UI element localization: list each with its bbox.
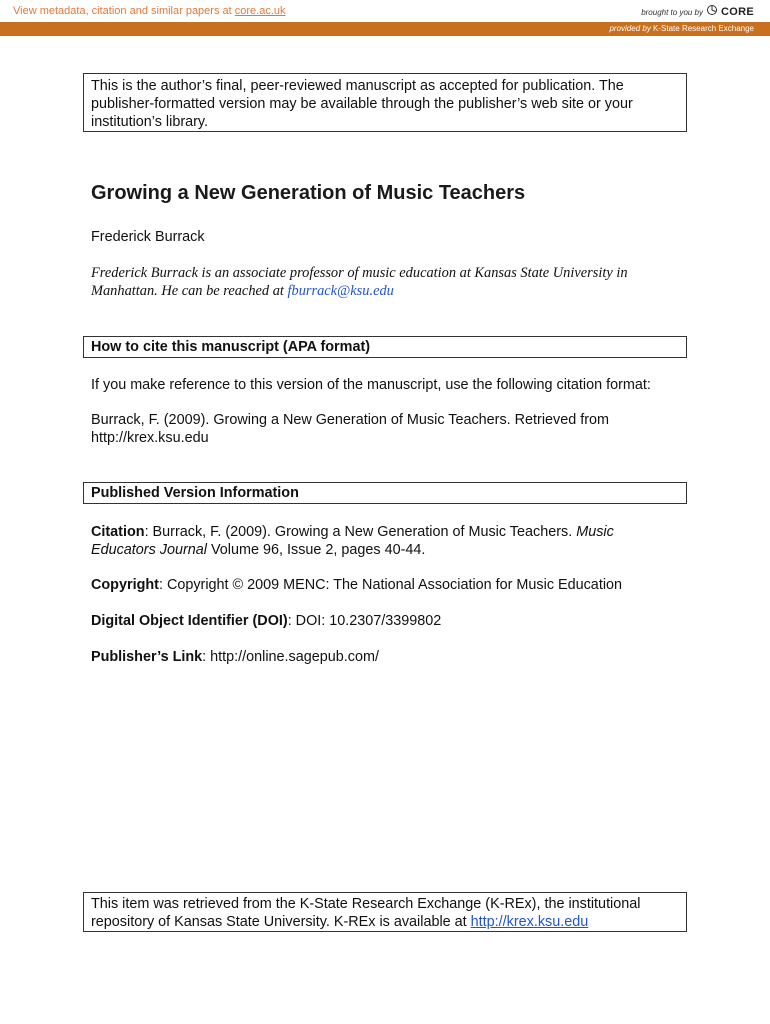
publisher-label: Publisher’s Link	[91, 649, 203, 665]
doi-line	[91, 612, 681, 630]
brought-by-label: brought to you by	[641, 7, 704, 17]
footer-text: This item was retrieved from the K-State Research Exchange (K-REx), the institutional repository of Kansas State University. K-REx is available at	[91, 896, 641, 930]
author-bio	[91, 264, 651, 300]
view-metadata-link[interactable]	[13, 5, 286, 17]
article-title: Growing a New Generation of Music Teachers	[91, 182, 526, 204]
notice-text: This is the author’s final, peer-reviewed manuscript as accepted for publication. The publisher-formatted version may be available through the publisher’s web site or your institution’s library.	[91, 78, 633, 130]
citation-journal: Music Educators Journal	[91, 524, 614, 558]
copyright-text: : Copyright © 2009 MENC: The National Association for Music Education	[158, 577, 623, 593]
krex-link[interactable]: http://krex.ksu.edu	[470, 914, 589, 930]
core-ac-uk-link[interactable]: core.ac.uk	[234, 5, 286, 17]
provided-by[interactable]	[609, 24, 754, 33]
core-provider-bar	[0, 22, 770, 36]
copyright-line	[91, 576, 681, 594]
author-bio-text: Frederick Burrack is an associate professor of music education at Kansas State University in Manhattan. He can be reached at	[91, 265, 628, 299]
publisher-link-line	[91, 648, 681, 666]
copyright-label: Copyright	[91, 577, 159, 593]
cite-section-heading: How to cite this manuscript (APA format)	[83, 336, 687, 358]
article-author: Frederick Burrack	[91, 229, 205, 245]
provided-prefix: provided by	[609, 24, 654, 33]
apa-citation: Burrack, F. (2009). Growing a New Generation of Music Teachers. Retrieved from http://krex.ksu.edu	[91, 412, 610, 446]
brought-by-core[interactable]	[641, 3, 754, 21]
core-header	[0, 0, 770, 22]
citation-label: Citation	[91, 524, 145, 540]
citation-details: Volume 96, Issue 2, pages 40-44.	[207, 542, 426, 558]
krex-footer	[83, 892, 687, 932]
publisher-text: : http://online.sagepub.com/	[202, 649, 379, 665]
manuscript-notice	[83, 73, 687, 132]
cite-intro: If you make reference to this version of the manuscript, use the following citation format:	[91, 377, 651, 393]
author-email-link[interactable]: fburrack@ksu.edu	[287, 283, 394, 299]
core-label: CORE	[721, 6, 754, 18]
doi-text: : DOI: 10.2307/3399802	[287, 613, 442, 629]
doi-label: Digital Object Identifier (DOI)	[91, 613, 288, 629]
metadata-prefix: View metadata, citation and similar papers at	[13, 5, 235, 17]
provided-source: K-State Research Exchange	[653, 24, 754, 33]
citation-text: : Burrack, F. (2009). Growing a New Generation of Music Teachers.	[144, 524, 577, 540]
core-logo-icon	[706, 3, 718, 21]
published-section-heading: Published Version Information	[83, 482, 687, 504]
published-citation	[91, 523, 681, 559]
